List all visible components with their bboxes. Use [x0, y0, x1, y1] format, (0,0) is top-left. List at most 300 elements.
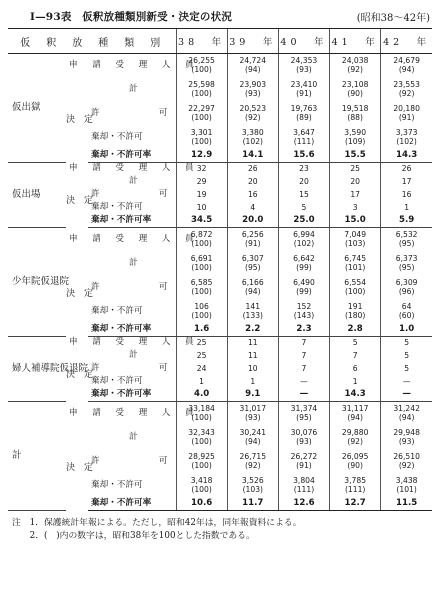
value-cell: [330, 54, 381, 78]
value-cell: [278, 350, 329, 363]
value-cell: [381, 474, 432, 498]
count-value: 7: [352, 350, 358, 360]
count-value: 152: [296, 301, 312, 311]
count-value: 29,948: [393, 427, 420, 437]
value-cell: [278, 376, 329, 389]
value-cell: 5.9: [381, 215, 432, 228]
value-cell: [330, 126, 381, 150]
count-value: 6,642: [293, 253, 315, 263]
value-cell: 14.3: [330, 389, 381, 402]
row-label-rate: 棄却・不許可率: [88, 215, 176, 228]
count-value: 30,076: [290, 427, 318, 437]
value-cell: 34.5: [176, 215, 227, 228]
value-cell: [381, 54, 432, 78]
count-value: 20: [247, 176, 258, 186]
count-value: 6,166: [241, 277, 264, 287]
value-cell: [176, 363, 227, 376]
value-cell: [227, 300, 278, 324]
count-value: 3,647: [293, 127, 315, 137]
value-cell: 2.8: [330, 324, 381, 337]
row-label-application: 申 請 受 理 人 員: [69, 163, 197, 174]
row-label-application: 申 請 受 理 人 員: [69, 337, 197, 348]
value-cell: [381, 363, 432, 376]
count-value: 6,373: [395, 253, 418, 263]
index-value: (94): [347, 412, 363, 422]
count-value: 31,374: [290, 404, 318, 414]
value-cell: [381, 126, 432, 150]
count-value: 3,804: [293, 475, 315, 485]
value-cell: 11.5: [381, 498, 432, 511]
table-row: [8, 426, 432, 450]
index-value: (95): [244, 262, 261, 272]
value-cell: [330, 163, 381, 176]
value-cell: 14.3: [381, 150, 432, 163]
count-value: 6,872: [190, 230, 213, 240]
count-value: 6,307: [241, 253, 264, 263]
value-cell: [227, 350, 278, 363]
count-value: 22,297: [188, 103, 215, 113]
count-value: 141: [245, 301, 261, 311]
index-value: (100): [191, 286, 212, 296]
decision-group-label: 決 定: [66, 370, 94, 381]
value-cell: [227, 202, 278, 215]
value-cell: 9.1: [227, 389, 278, 402]
header-year: 41 年: [330, 29, 381, 54]
value-cell: [381, 300, 432, 324]
value-cell: [278, 228, 329, 252]
value-cell: [227, 252, 278, 276]
note-2: 2．( )内の数字は，昭和38年を100とした指数である。: [12, 531, 255, 542]
table-period: (昭和38～42年): [356, 13, 430, 24]
count-value: 26,095: [341, 451, 369, 461]
value-cell: [330, 426, 381, 450]
row-label-kikyaku: 棄却・不許可: [91, 305, 143, 316]
value-cell: [330, 189, 381, 202]
value-cell: 12.9: [176, 150, 227, 163]
value-cell: [330, 202, 381, 215]
index-value: (100): [191, 262, 212, 272]
index-value: (95): [398, 238, 415, 248]
value-cell: [176, 276, 227, 300]
index-value: (109): [344, 136, 366, 146]
value-cell: [278, 300, 329, 324]
table-body: [8, 54, 432, 511]
index-value: (95): [398, 262, 415, 272]
value-cell: [176, 189, 227, 202]
count-value: 6,585: [190, 277, 213, 287]
count-value: 23,553: [393, 79, 420, 89]
count-value: 6,745: [344, 253, 367, 263]
value-cell: [227, 337, 278, 350]
count-value: 5: [404, 350, 410, 360]
row-label-kei: 計: [128, 257, 138, 268]
value-cell: [330, 78, 381, 102]
value-cell: [227, 163, 278, 176]
value-cell: [176, 202, 227, 215]
value-cell: [227, 126, 278, 150]
row-label-kyoka: 許 可: [91, 455, 182, 466]
index-value: (100): [191, 136, 212, 146]
count-value: 26,272: [290, 451, 318, 461]
index-value: (100): [191, 238, 212, 248]
index-value: (100): [191, 88, 212, 98]
count-value: 20: [299, 176, 309, 186]
count-value: 6,256: [241, 230, 264, 240]
value-cell: [330, 363, 381, 376]
count-value: 5: [352, 337, 358, 347]
count-value: 23,903: [239, 79, 267, 89]
header-year: 39 年: [227, 29, 278, 54]
value-cell: 4.0: [176, 389, 227, 402]
value-cell: [330, 300, 381, 324]
index-value: (100): [191, 64, 212, 74]
table-row: [8, 402, 432, 426]
row-label-kei: 計: [128, 83, 138, 94]
count-value: 17: [350, 189, 360, 199]
value-cell: [330, 276, 381, 300]
index-value: (102): [293, 238, 315, 248]
index-value: (93): [244, 412, 261, 422]
index-value: (133): [242, 310, 263, 320]
value-cell: 20.0: [227, 215, 278, 228]
index-value: (100): [191, 484, 212, 494]
index-value: (100): [191, 310, 212, 320]
count-value: 31,242: [393, 404, 420, 414]
value-cell: —: [278, 389, 329, 402]
count-value: 29: [196, 176, 207, 186]
value-cell: [381, 402, 432, 426]
count-value: 6,490: [293, 277, 315, 287]
index-value: (92): [398, 460, 415, 470]
row-label-rate: 棄却・不許可率: [88, 150, 176, 163]
table-row: [8, 252, 432, 276]
count-value: 1: [199, 376, 205, 386]
count-value: 1: [404, 202, 410, 212]
value-cell: [278, 252, 329, 276]
row-label-application: 申 請 受 理 人 員: [69, 407, 197, 418]
count-value: 7: [301, 337, 307, 347]
value-cell: [278, 337, 329, 350]
value-cell: [330, 350, 381, 363]
index-value: (143): [293, 310, 315, 320]
value-cell: [278, 363, 329, 376]
count-value: 28,925: [188, 451, 215, 461]
count-value: 5: [301, 202, 307, 212]
value-cell: [278, 176, 329, 189]
count-value: 26,510: [393, 451, 420, 461]
count-value: 1: [250, 376, 256, 386]
index-value: (102): [242, 136, 263, 146]
value-cell: [278, 126, 329, 150]
value-cell: —: [381, 389, 432, 402]
index-value: (92): [244, 460, 261, 470]
value-cell: [381, 102, 432, 126]
count-value: 31,117: [341, 404, 369, 414]
count-value: 6,532: [395, 230, 418, 240]
count-value: 7,049: [344, 230, 367, 240]
value-cell: [278, 102, 329, 126]
index-value: (94): [398, 64, 415, 74]
count-value: 26: [401, 163, 412, 173]
value-cell: [278, 402, 329, 426]
row-label-kikyaku: 棄却・不許可: [91, 202, 143, 213]
value-cell: [227, 176, 278, 189]
count-value: 7: [301, 363, 307, 373]
value-cell: 12.6: [278, 498, 329, 511]
index-value: (100): [191, 412, 212, 422]
row-label-kyoka: 許 可: [91, 107, 182, 118]
table-header-row: [8, 29, 432, 54]
count-value: 29,880: [341, 427, 369, 437]
count-value: 24,679: [393, 56, 420, 66]
value-cell: [381, 376, 432, 389]
index-value: (92): [398, 88, 415, 98]
value-cell: [278, 426, 329, 450]
value-cell: [381, 189, 432, 202]
count-value: 6,691: [190, 253, 213, 263]
value-cell: [227, 474, 278, 498]
value-cell: [278, 163, 329, 176]
value-cell: [381, 450, 432, 474]
index-value: (93): [296, 64, 312, 74]
index-value: (102): [396, 136, 417, 146]
row-label-rate: 棄却・不許可率: [88, 389, 176, 402]
value-cell: 2.2: [227, 324, 278, 337]
value-cell: [227, 54, 278, 78]
count-value: 191: [347, 301, 363, 311]
index-value: (91): [296, 460, 312, 470]
count-value: —: [300, 376, 308, 386]
value-cell: [227, 363, 278, 376]
index-value: (92): [244, 112, 261, 122]
count-value: 3,373: [395, 127, 418, 137]
table-notes: [8, 517, 432, 543]
count-value: 23,410: [290, 79, 318, 89]
value-cell: [176, 376, 227, 389]
count-value: 6,554: [344, 277, 367, 287]
count-value: 20: [350, 176, 360, 186]
value-cell: [176, 78, 227, 102]
parole-table: [8, 28, 432, 511]
count-value: 5: [404, 363, 410, 373]
count-value: 106: [194, 301, 209, 311]
value-cell: [330, 252, 381, 276]
value-cell: 15.0: [330, 215, 381, 228]
count-value: 24: [196, 363, 207, 373]
title-row: [8, 6, 432, 28]
index-value: (99): [296, 286, 312, 296]
index-value: (103): [344, 238, 366, 248]
decision-group-label: 決 定: [66, 196, 94, 207]
count-value: 24,353: [290, 56, 318, 66]
value-cell: [227, 228, 278, 252]
count-value: 6,994: [293, 230, 315, 240]
header-year: 42 年: [381, 29, 432, 54]
value-cell: 1.0: [381, 324, 432, 337]
value-cell: [227, 276, 278, 300]
count-value: 6,309: [395, 277, 418, 287]
count-value: 3,438: [395, 475, 418, 485]
value-cell: [278, 189, 329, 202]
category-label: 仮出獄: [8, 54, 66, 163]
value-cell: 15.6: [278, 150, 329, 163]
index-value: (91): [296, 88, 312, 98]
value-cell: 12.7: [330, 498, 381, 511]
index-value: (90): [347, 460, 363, 470]
value-cell: 2.3: [278, 324, 329, 337]
count-value: 17: [401, 176, 412, 186]
row-label-kikyaku: 棄却・不許可: [91, 376, 143, 387]
value-cell: [330, 450, 381, 474]
value-cell: [330, 402, 381, 426]
count-value: 3,301: [190, 127, 213, 137]
value-cell: [278, 276, 329, 300]
count-value: 24,724: [239, 56, 267, 66]
count-value: 3,785: [344, 475, 367, 485]
value-cell: [381, 337, 432, 350]
value-cell: 25.0: [278, 215, 329, 228]
value-cell: 1.6: [176, 324, 227, 337]
index-value: (111): [293, 136, 315, 146]
count-value: 15: [299, 189, 309, 199]
count-value: 26: [247, 163, 258, 173]
note-1: 注 1．保護統計年報による。ただし，昭和42年は，同年報資料による。: [12, 518, 302, 528]
value-cell: [278, 78, 329, 102]
row-label-kyoka: 許 可: [91, 363, 182, 374]
value-cell: [330, 376, 381, 389]
count-value: 33,184: [188, 404, 215, 414]
table-row: [8, 176, 432, 189]
value-cell: [330, 337, 381, 350]
count-value: 23,108: [341, 79, 369, 89]
value-cell: [381, 252, 432, 276]
value-cell: [176, 126, 227, 150]
count-value: 6: [352, 363, 358, 373]
count-value: 19,518: [341, 103, 369, 113]
row-label-kyoka: 許 可: [91, 189, 182, 200]
count-value: 3,526: [241, 475, 264, 485]
count-value: 10: [196, 202, 207, 212]
table-row: [8, 163, 432, 176]
header-category: 仮 釈 放 種 類 別: [8, 29, 176, 54]
index-value: (91): [244, 238, 261, 248]
value-cell: [227, 78, 278, 102]
index-value: (103): [242, 484, 263, 494]
index-value: (180): [344, 310, 366, 320]
index-value: (100): [191, 460, 212, 470]
count-value: 19: [196, 189, 207, 199]
value-cell: [381, 228, 432, 252]
index-value: (96): [398, 286, 415, 296]
value-cell: [278, 450, 329, 474]
index-value: (89): [296, 112, 312, 122]
value-cell: 14.1: [227, 150, 278, 163]
value-cell: [227, 402, 278, 426]
count-value: —: [402, 376, 411, 386]
index-value: (111): [344, 484, 366, 494]
value-cell: [176, 252, 227, 276]
index-value: (101): [396, 484, 417, 494]
value-cell: [227, 189, 278, 202]
count-value: 32: [196, 163, 207, 173]
value-cell: [176, 474, 227, 498]
category-label: 仮出場: [8, 163, 66, 228]
value-cell: [330, 474, 381, 498]
value-cell: [381, 202, 432, 215]
value-cell: [227, 376, 278, 389]
index-value: (92): [347, 436, 363, 446]
table-row: [8, 228, 432, 252]
value-cell: [278, 54, 329, 78]
count-value: 23: [299, 163, 309, 173]
count-value: 4: [250, 202, 256, 212]
value-cell: [330, 102, 381, 126]
header-year: 40 年: [278, 29, 329, 54]
count-value: 64: [401, 301, 412, 311]
header-year: 38 年: [176, 29, 227, 54]
count-value: 10: [247, 363, 258, 373]
index-value: (99): [296, 262, 312, 272]
index-value: (92): [347, 64, 363, 74]
decision-group-label: 決 定: [66, 462, 94, 473]
value-cell: [381, 276, 432, 300]
index-value: (111): [293, 484, 315, 494]
table-title: Ⅰ—93表 仮釈放種類別新受・決定の状況: [30, 11, 233, 23]
count-value: 24,038: [341, 56, 369, 66]
count-value: 25: [196, 350, 207, 360]
count-value: 3,380: [241, 127, 264, 137]
value-cell: [176, 176, 227, 189]
value-cell: 10.6: [176, 498, 227, 511]
value-cell: [278, 202, 329, 215]
index-value: (94): [398, 412, 415, 422]
value-cell: [176, 102, 227, 126]
count-value: 16: [247, 189, 258, 199]
value-cell: [381, 163, 432, 176]
index-value: (93): [398, 436, 415, 446]
value-cell: [381, 78, 432, 102]
category-label: 計: [8, 402, 66, 511]
count-value: 25: [196, 337, 207, 347]
count-value: 30,241: [239, 427, 267, 437]
index-value: (93): [296, 436, 312, 446]
row-label-application: 申 請 受 理 人 員: [69, 59, 197, 70]
table-row: [8, 337, 432, 350]
decision-group-label: 決 定: [66, 114, 94, 125]
value-cell: [176, 450, 227, 474]
value-cell: [278, 474, 329, 498]
value-cell: [176, 426, 227, 450]
count-value: 26,715: [239, 451, 267, 461]
index-value: (100): [191, 436, 212, 446]
value-cell: [227, 426, 278, 450]
count-value: 1: [352, 376, 358, 386]
count-value: 7: [301, 350, 307, 360]
table-row: [8, 54, 432, 78]
index-value: (93): [244, 88, 261, 98]
count-value: 11: [247, 337, 258, 347]
row-label-kei: 計: [128, 431, 138, 442]
index-value: (101): [344, 262, 366, 272]
count-value: 16: [401, 189, 412, 199]
value-cell: [176, 350, 227, 363]
category-label: 少年院仮退院: [8, 228, 66, 337]
count-value: 26,255: [188, 56, 215, 66]
table-row: [8, 350, 432, 363]
value-cell: [176, 300, 227, 324]
table-row: [8, 78, 432, 102]
value-cell: [381, 176, 432, 189]
